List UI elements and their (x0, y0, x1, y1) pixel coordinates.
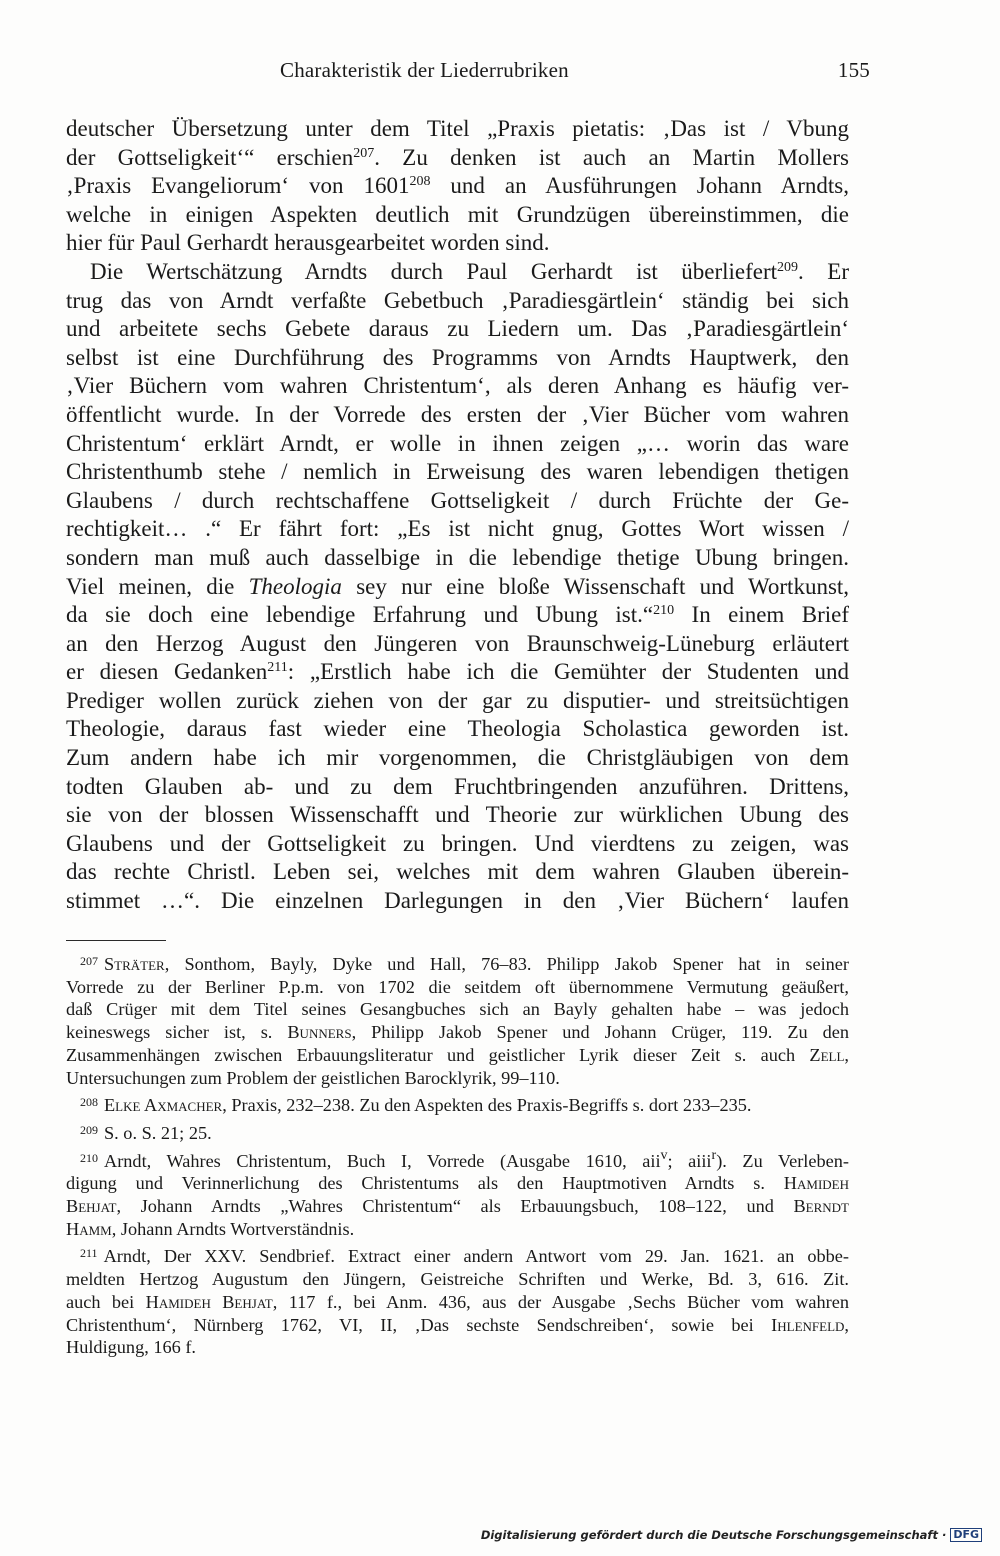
body-line: ‚Praxis Evangeliorum‘ von 1601$^{208}$ und an Ausführungen Johann Arndts, (66, 173, 849, 199)
footnotes (66, 950, 849, 1361)
body-line: sondern man muß auch dasselbige in die lebendige thetige Ubung bringen. (66, 544, 849, 570)
footnote-line: $^{210}$ Arndt, Wahres Christentum, Buch I, Vorrede (Ausgabe 1610, aii$^v$; aiii$^r$). Zu Verleben- (80, 1147, 849, 1171)
footnote-line: $^{207}$ Sträter, Sonthom, Bayly, Dyke und Hall, 76–83. Philipp Jakob Spener hat in seiner (80, 954, 849, 974)
footnote-line: Vorrede zu der Berliner P.p.m. von 1702 die seitdem oft übernommene Vermutung geäußert, (66, 976, 849, 997)
body-line: stimmet …“. Die einzelnen Darlegungen in den ‚Vier Büchern‘ laufen (66, 888, 849, 914)
body-line: er diesen Gedanken$^{211}$: „Erstlich habe ich die Gemühter der Studenten und (66, 659, 849, 685)
footnote-line: Huldigung, 166 f. (66, 1337, 196, 1358)
footnote-209 (66, 1119, 849, 1145)
body-line: deutscher Übersetzung unter dem Titel „Praxis pietatis: ‚Das ist / Vbung (66, 116, 849, 141)
footnote-207 (66, 950, 849, 1089)
footnote-line: meldten Hertzog Augustum den Jüngern, Geistreiche Schriften und Werke, Bd. 3, 616. Zit. (66, 1269, 849, 1290)
footnote-line: keineswegs sicher ist, s. Bunners, Philipp Jakob Spener und Johann Crüger, 119. Zu den (66, 1022, 849, 1043)
body-line: selbst ist eine Durchführung des Programms von Arndts Hauptwerk, den (66, 344, 849, 370)
body-line: sie von der blossen Wissenschafft und Theorie zur würklichen Ubung des (66, 802, 849, 828)
body-line: Viel meinen, die Theologia sey nur eine bloße Wissenschaft und Wortkunst, (66, 573, 849, 599)
body-line: Theologie, daraus fast wieder eine Theologia Scholastica geworden ist. (66, 716, 849, 742)
footnote-line: daß Crüger mit dem Titel seines Gesangbuches sich an Bayly gehalten habe – was jedoch (66, 999, 849, 1020)
body-line: Prediger wollen zurück ziehen von der gar zu disputier- und streitsüchtigen (66, 687, 849, 713)
footnote-line: digung und Verinnerlichung des Christentums als den Hauptmotiven Arndts s. Hamideh (66, 1173, 849, 1194)
footnote-line: Christenthum‘, Nürnberg 1762, VI, II, ‚Das sechste Sendschreiben‘, sowie bei Ihlenfeld, (66, 1314, 849, 1335)
footnote-line: $^{209}$ S. o. S. 21; 25. (80, 1122, 212, 1143)
body-line: welche in einigen Aspekten deutlich mit Grundzügen übereinstimmen, die (66, 201, 849, 227)
body-line: trug das von Arndt verfaßte Gebetbuch ‚Paradiesgärtlein‘ ständig bei sich (66, 287, 849, 313)
footnote-line: Zusammenhängen zwischen Erbauungsliteratur und geistlicher Lyrik dieser Zeit s. auch Zell, (66, 1044, 849, 1065)
footnote-line: Hamm, Johann Arndts Wortverständnis. (66, 1218, 355, 1239)
body-line: öffentlicht wurde. In der Vorrede des ersten der ‚Vier Bücher vom wahren (66, 401, 849, 427)
running-title: Charakteristik der Liederrubriken (280, 58, 569, 82)
body-line: Christentum‘ erklärt Arndt, er wolle in ihnen zeigen „… worin das ware (66, 430, 849, 456)
body-line: an den Herzog August den Jüngeren von Braunschweig-Lüneburg erläutert (66, 630, 849, 656)
footnote-line: auch bei Hamideh Behjat, 117 f., bei Anm. 436, aus der Ausgabe ‚Sechs Bücher vom wahren (66, 1291, 849, 1312)
footnote-ref[interactable]: 209 (777, 259, 799, 275)
main-text (66, 115, 849, 916)
footnote-ref[interactable]: 208 (409, 174, 431, 190)
body-line: Glaubens und der Gottseligkeit zu bringen. Und vierdtens zu zeigen, was (66, 830, 849, 856)
digitization-footer (481, 1528, 982, 1542)
body-line: da sie doch eine lebendige Erfahrung und Ubung ist.“$^{210}$ In einem Brief (66, 602, 849, 628)
footer-text: Digitalisierung gefördert durch die Deutsche Forschungsgemeinschaft · (480, 1528, 947, 1542)
page-number: 155 (837, 58, 870, 82)
body-line: der Gottseligkeit‘“ erschien$^{207}$. Zu denken ist auch an Martin Mollers (66, 144, 849, 170)
body-line: ‚Vier Büchern vom wahren Christentum‘, als deren Anhang es häufig ver- (66, 373, 849, 399)
footnote-line: $^{211}$ Arndt, Der XXV. Sendbrief. Extract einer andern Antwort vom 29. Jan. 1621. an obbe- (80, 1246, 849, 1267)
italic-term: Theologia (248, 573, 342, 599)
footnote-ref[interactable]: 211 (267, 660, 288, 676)
footnote-line: $^{208}$ Elke Axmacher, Praxis, 232–238. Zu den Aspekten des Praxis-Begriffs s. dort 233–235. (80, 1095, 752, 1116)
body-line: das rechte Christl. Leben sei, welches mit dem wahren Glauben überein- (66, 859, 849, 885)
footnote-line: Behjat, Johann Arndts „Wahres Christentum“ als Erbauungsbuch, 108–122, und Berndt (66, 1196, 849, 1217)
footnote-divider (66, 940, 166, 941)
footnote-ref[interactable]: 210 (653, 603, 675, 619)
footnote-211 (66, 1242, 849, 1359)
body-line: Die Wertschätzung Arndts durch Paul Gerhardt ist überliefert$^{209}$. Er (90, 258, 849, 284)
footnote-line: Untersuchungen zum Problem der geistlichen Barocklyrik, 99–110. (66, 1067, 560, 1088)
body-line: Zum andern habe ich mir vorgenommen, die Christgläubigen von dem (66, 745, 849, 771)
dfg-logo[interactable]: DFG (950, 1528, 982, 1542)
footnote-ref[interactable]: 207 (353, 145, 375, 161)
body-line: todten Glauben ab- und zu dem Fruchtbringenden anzuführen. Drittens, (66, 773, 849, 799)
footnote-210 (66, 1147, 849, 1241)
body-line: Glaubens / durch rechtschaffene Gottseligkeit / durch Früchte der Ge- (66, 487, 849, 513)
body-line: Christenthumb stehe / nemlich in Erweisung des waren lebendigen thetigen (66, 459, 849, 485)
body-line: rechtigkeit… .“ Er fährt fort: „Es ist nicht gnug, Gottes Wort wissen / (66, 516, 849, 542)
body-line: hier für Paul Gerhardt herausgearbeitet worden sind. (66, 230, 550, 256)
body-line: und arbeitete sechs Gebete daraus zu Liedern um. Das ‚Paradiesgärtlein‘ (66, 316, 849, 342)
footnote-208 (66, 1091, 849, 1117)
